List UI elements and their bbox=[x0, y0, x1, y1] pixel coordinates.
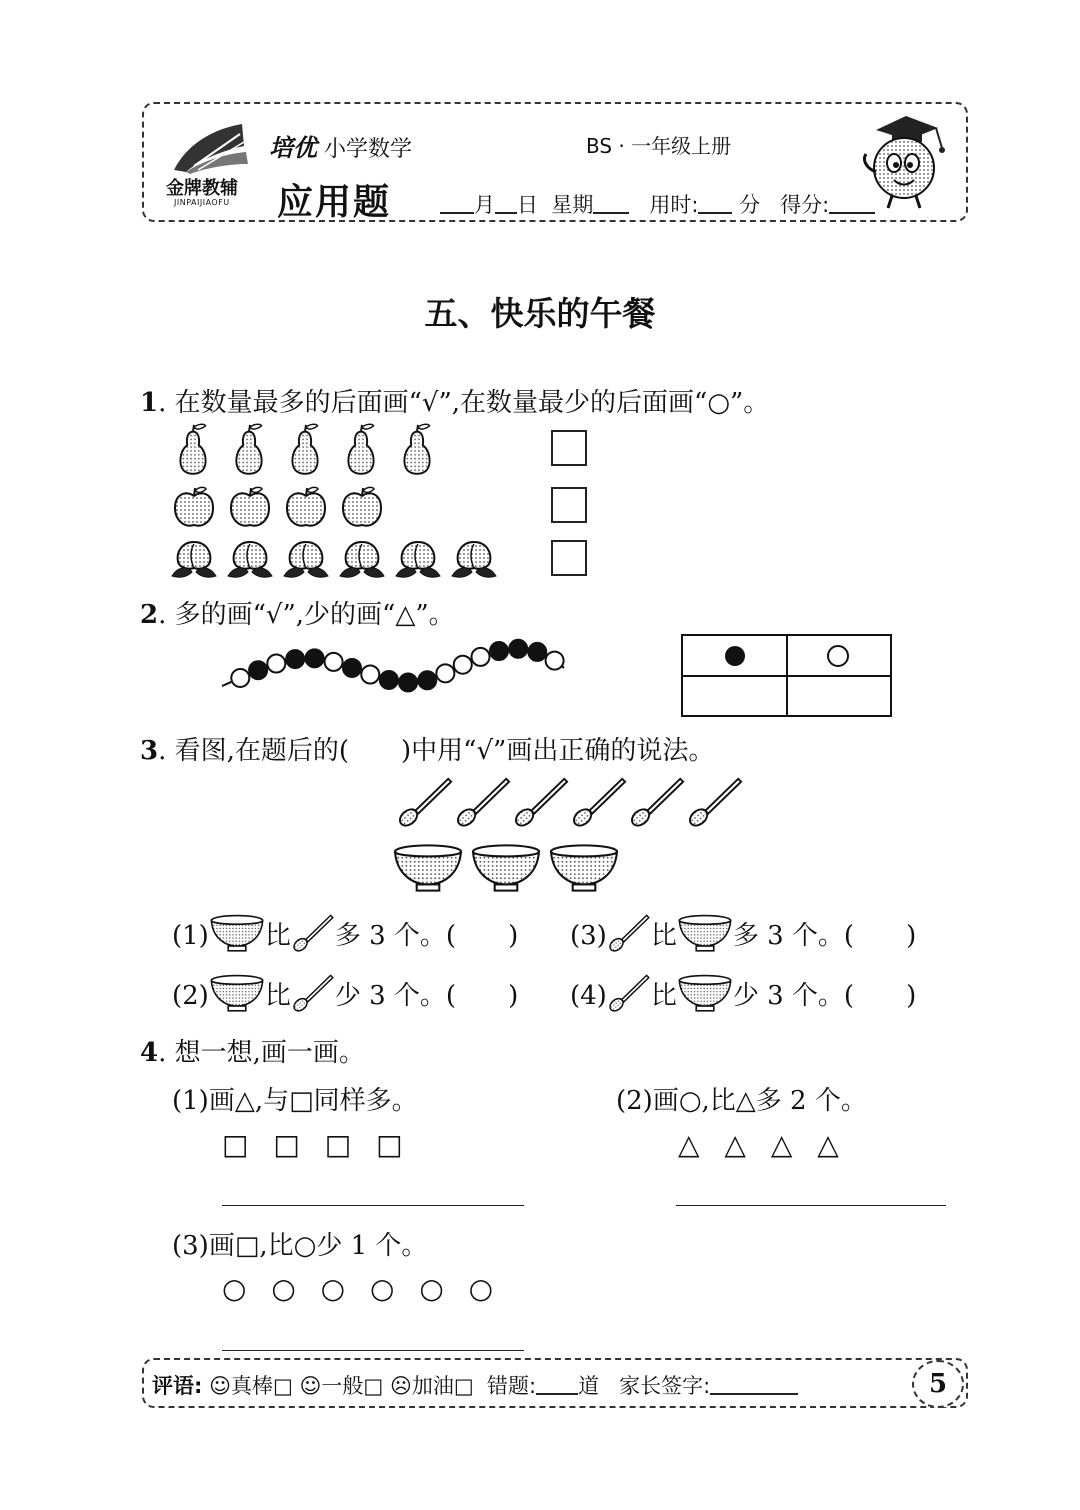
black-bead bbox=[528, 643, 546, 661]
rating-ok[interactable]: ☺一般□ bbox=[299, 1374, 384, 1398]
q3-item-result[interactable]: 多 3 个。( ) bbox=[334, 921, 519, 951]
q4-part-2-triangles: △ △ △ △ bbox=[678, 1128, 847, 1161]
peach-icon bbox=[392, 536, 444, 580]
black-bead bbox=[490, 642, 508, 660]
edition-label: BS · 一年级上册 bbox=[586, 134, 732, 158]
time-label: 用时: bbox=[649, 193, 699, 217]
peach-row bbox=[168, 536, 500, 584]
errors-blank[interactable] bbox=[536, 1375, 578, 1395]
spoon-icon bbox=[396, 774, 454, 830]
q3-item-label: (4) bbox=[570, 981, 607, 1011]
question-1-number: 1 bbox=[140, 388, 159, 418]
errors-label: 错题: bbox=[487, 1374, 537, 1398]
page-header bbox=[142, 102, 968, 222]
q3-item-3 bbox=[570, 912, 916, 954]
question-4-number: 4 bbox=[140, 1038, 159, 1068]
q4-part-2-answer-line[interactable] bbox=[676, 1205, 946, 1206]
errors-unit: 道 bbox=[578, 1374, 600, 1398]
series-brand: 培优 bbox=[269, 133, 317, 162]
q3-item-label: (1) bbox=[172, 921, 209, 951]
bowl-icon bbox=[548, 843, 620, 895]
q4-part-1-answer-line[interactable] bbox=[222, 1205, 524, 1206]
white-bead bbox=[546, 652, 564, 670]
peach-icon bbox=[336, 536, 388, 580]
series-name bbox=[269, 128, 412, 163]
q3-item-1 bbox=[172, 912, 518, 954]
apple-answer-box[interactable] bbox=[551, 487, 587, 523]
black-bead bbox=[380, 671, 398, 689]
black-bead bbox=[509, 640, 527, 658]
mascot-icon bbox=[846, 108, 956, 218]
black-bead bbox=[249, 661, 267, 679]
spoon-icon bbox=[291, 972, 335, 1014]
compare-word: 比 bbox=[264, 981, 291, 1011]
apple-icon bbox=[226, 484, 274, 530]
pear-icon bbox=[338, 422, 384, 476]
question-4 bbox=[140, 1032, 365, 1069]
q4-part-1-squares: □ □ □ □ bbox=[222, 1128, 411, 1161]
white-bead bbox=[231, 669, 249, 687]
page-footer bbox=[142, 1358, 968, 1408]
parent-signature-blank[interactable] bbox=[710, 1375, 798, 1395]
pear-icon bbox=[226, 422, 272, 476]
spoon-icon bbox=[607, 972, 651, 1014]
comment-label: 评语: bbox=[152, 1374, 203, 1398]
pear-icon bbox=[394, 422, 440, 476]
spoon-icon bbox=[291, 912, 335, 954]
white-bead bbox=[325, 653, 343, 671]
black-bead bbox=[343, 659, 361, 677]
black-bead-answer-cell[interactable] bbox=[685, 679, 784, 713]
q4-part-3-answer-line[interactable] bbox=[222, 1350, 524, 1351]
day-blank[interactable] bbox=[495, 194, 517, 214]
q3-item-4 bbox=[570, 972, 916, 1014]
question-2 bbox=[140, 594, 455, 631]
apple-icon bbox=[338, 484, 386, 530]
bowl-icon bbox=[677, 974, 733, 1014]
series-subject: 小学数学 bbox=[324, 137, 413, 162]
apple-icon bbox=[170, 484, 218, 530]
pear-icon bbox=[282, 422, 328, 476]
white-bead bbox=[436, 664, 454, 682]
parent-signature-label: 家长签字: bbox=[619, 1374, 711, 1398]
spoon-icon bbox=[454, 774, 512, 830]
question-2-number: 2 bbox=[140, 600, 159, 630]
apple-row bbox=[170, 484, 386, 534]
spoon-icon bbox=[512, 774, 570, 830]
rating-try[interactable]: ☹加油□ bbox=[389, 1374, 474, 1398]
lesson-title: 五、快乐的午餐 bbox=[424, 294, 656, 333]
q3-item-result[interactable]: 少 3 个。( ) bbox=[732, 981, 917, 1011]
question-3-text: . 看图,在题后的( )中用“√”画出正确的说法。 bbox=[158, 736, 715, 766]
comparison-table bbox=[681, 634, 893, 718]
spoon-row bbox=[396, 774, 744, 834]
logo-text: 金牌教辅 bbox=[166, 178, 238, 199]
bowl-icon bbox=[392, 843, 464, 895]
compare-word: 比 bbox=[264, 921, 291, 951]
worksheet-type-title: 应用题 bbox=[277, 182, 392, 223]
white-bead bbox=[267, 654, 285, 672]
page-number: 5 bbox=[912, 1360, 964, 1408]
question-3 bbox=[140, 730, 714, 767]
q4-part-3: (3)画□,比○少 1 个。 bbox=[172, 1231, 428, 1261]
bowl-icon bbox=[677, 914, 733, 954]
white-bead bbox=[454, 656, 472, 674]
white-bead bbox=[472, 648, 490, 666]
question-3-number: 3 bbox=[140, 736, 159, 766]
spoon-icon bbox=[607, 912, 651, 954]
spoon-icon bbox=[628, 774, 686, 830]
white-bead-answer-cell[interactable] bbox=[790, 679, 889, 713]
question-1-text: . 在数量最多的后面画“√”,在数量最少的后面画“○”。 bbox=[158, 388, 770, 418]
book-logo-icon bbox=[164, 120, 254, 176]
pear-row bbox=[170, 422, 440, 480]
black-bead bbox=[286, 650, 304, 668]
compare-word: 比 bbox=[650, 921, 677, 951]
peach-icon bbox=[168, 536, 220, 580]
rating-great[interactable]: ☺真棒□ bbox=[209, 1374, 293, 1398]
month-label: 月 bbox=[474, 193, 495, 217]
question-2-text: . 多的画“√”,少的画“△”。 bbox=[158, 600, 455, 630]
q3-item-result[interactable]: 少 3 个。( ) bbox=[334, 981, 519, 1011]
white-bead-symbol bbox=[828, 646, 848, 666]
bowl-row bbox=[392, 843, 620, 899]
score-label: 得分: bbox=[780, 193, 830, 217]
apple-icon bbox=[282, 484, 330, 530]
pear-answer-box[interactable] bbox=[551, 430, 587, 466]
question-4-text: . 想一想,画一画。 bbox=[158, 1038, 365, 1068]
weekday-blank[interactable] bbox=[593, 194, 629, 214]
spoon-icon bbox=[686, 774, 744, 830]
q3-item-label: (2) bbox=[172, 981, 209, 1011]
peach-answer-box[interactable] bbox=[551, 540, 587, 576]
bead-string bbox=[214, 628, 574, 698]
q3-item-result[interactable]: 多 3 个。( ) bbox=[732, 921, 917, 951]
bowl-icon bbox=[470, 843, 542, 895]
q4-part-1: (1)画△,与□同样多。 bbox=[172, 1086, 418, 1116]
date-score-fields bbox=[440, 189, 875, 219]
peach-icon bbox=[448, 536, 500, 580]
peach-icon bbox=[224, 536, 276, 580]
minute-label: 分 bbox=[739, 193, 761, 217]
q3-item-label: (3) bbox=[570, 921, 607, 951]
q3-item-2 bbox=[172, 972, 518, 1014]
bowl-icon bbox=[209, 914, 265, 954]
bowl-icon bbox=[209, 974, 265, 1014]
black-bead bbox=[306, 649, 324, 667]
logo-pinyin: JINPAIJIAOFU bbox=[174, 198, 230, 207]
black-bead bbox=[399, 673, 417, 691]
month-blank[interactable] bbox=[440, 194, 474, 214]
weekday-label: 星期 bbox=[551, 193, 594, 217]
peach-icon bbox=[280, 536, 332, 580]
white-bead bbox=[361, 666, 379, 684]
pear-icon bbox=[170, 422, 216, 476]
q4-part-2: (2)画○,比△多 2 个。 bbox=[616, 1086, 867, 1116]
time-blank[interactable] bbox=[698, 194, 732, 214]
compare-word: 比 bbox=[650, 981, 677, 1011]
question-1 bbox=[140, 382, 769, 419]
black-bead-symbol bbox=[725, 646, 745, 666]
footer-fields bbox=[152, 1370, 798, 1400]
q4-part-3-circles: ○ ○ ○ ○ ○ ○ bbox=[222, 1272, 502, 1305]
black-bead bbox=[418, 671, 436, 689]
day-label: 日 bbox=[517, 193, 538, 217]
spoon-icon bbox=[570, 774, 628, 830]
